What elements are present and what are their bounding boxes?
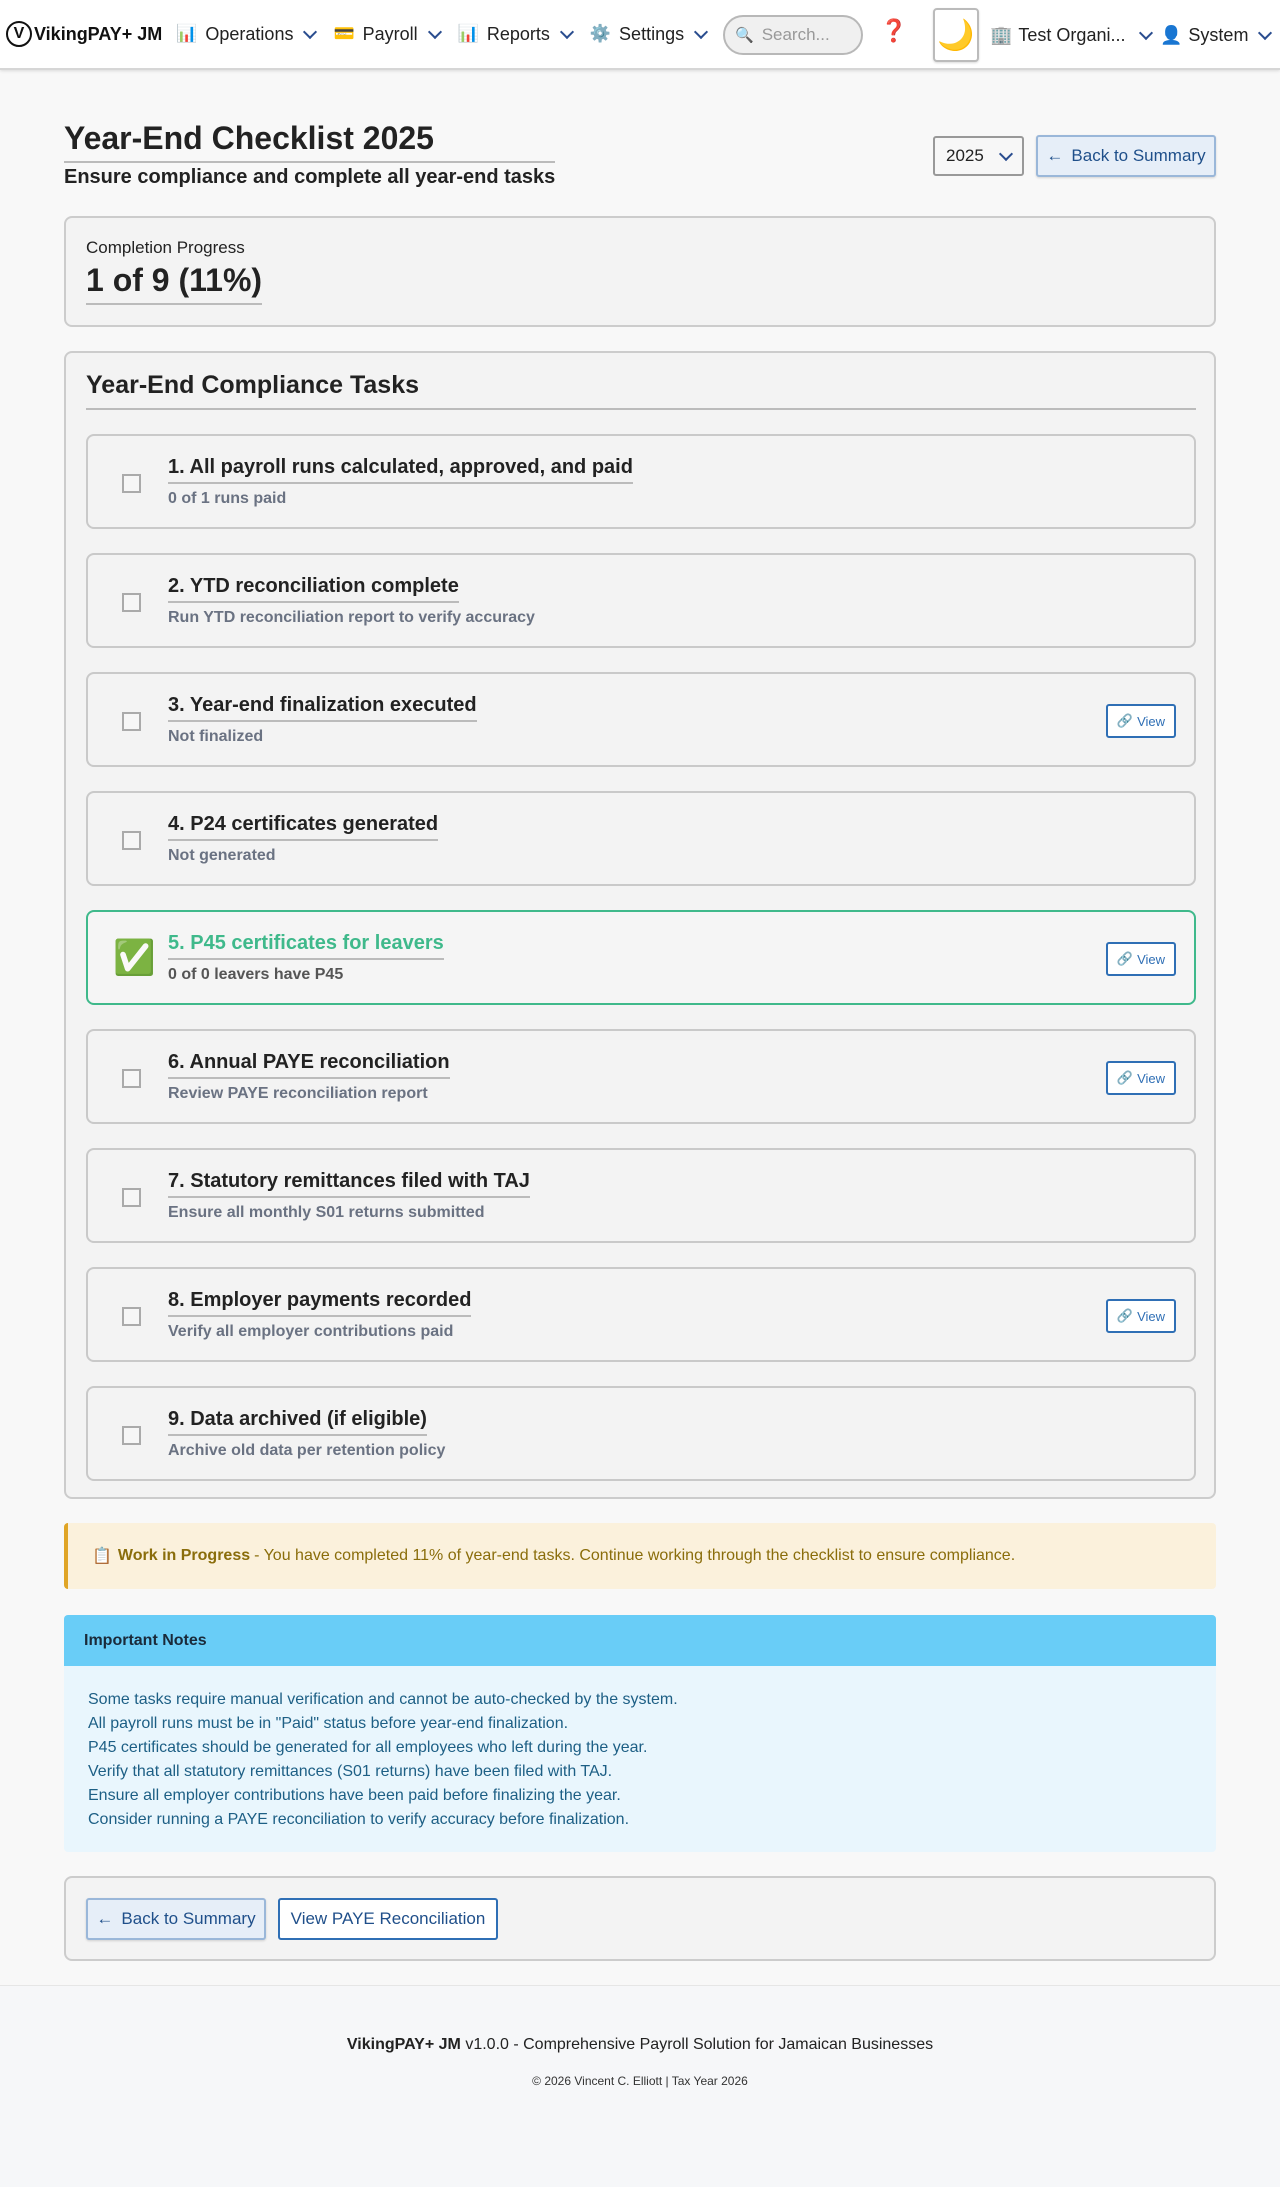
- page-title: Year-End Checklist 2025: [64, 120, 555, 163]
- actions-card: [64, 1876, 1216, 1961]
- credit-card-icon: 💳: [333, 24, 355, 43]
- user-menu[interactable]: [1160, 0, 1270, 70]
- task-checkbox[interactable]: [122, 712, 141, 731]
- task-title: 3. Year-end finalization executed: [168, 694, 477, 722]
- arrow-left-icon: ←: [96, 1909, 114, 1928]
- search-icon: 🔍: [735, 27, 754, 44]
- task-checkbox[interactable]: [122, 474, 141, 493]
- progress-label: Completion Progress: [86, 238, 245, 257]
- footer-line1: [0, 2036, 1280, 2054]
- back-to-summary-button[interactable]: [1036, 135, 1216, 177]
- dark-mode-toggle[interactable]: [933, 8, 979, 62]
- chevron-down-icon: [428, 24, 442, 38]
- search-box[interactable]: [723, 15, 863, 55]
- link-icon: 🔗: [1116, 951, 1134, 966]
- chart-icon: 📊: [176, 24, 198, 43]
- year-select-value: 2025: [946, 146, 984, 165]
- tasks-card: [64, 351, 1216, 1499]
- back-to-summary-label: Back to Summary: [1071, 146, 1206, 165]
- task-description: Run YTD reconciliation report to verify accuracy: [168, 609, 535, 626]
- clipboard-icon: 📋: [92, 1548, 112, 1565]
- task-title: 2. YTD reconciliation complete: [168, 575, 459, 603]
- task-description: 0 of 1 runs paid: [168, 490, 287, 507]
- footer-copyright: © 2026 Vincent C. Elliott | Tax Year 2026: [532, 2074, 748, 2088]
- footer-version: v1.0.0 - Comprehensive Payroll Solution for Jamaican Businesses: [460, 2036, 934, 2053]
- note-item: All payroll runs must be in "Paid" status before year-end finalization.: [88, 1715, 569, 1732]
- task-view-button[interactable]: [1106, 704, 1176, 738]
- task-title: 8. Employer payments recorded: [168, 1289, 471, 1317]
- moon-icon: 🌙: [937, 18, 975, 52]
- task-description: Verify all employer contributions paid: [168, 1323, 454, 1340]
- nav-settings[interactable]: [590, 24, 706, 45]
- nav-settings-label: Settings: [619, 23, 685, 44]
- footer-back-label: Back to Summary: [121, 1909, 256, 1928]
- nav-payroll-label: Payroll: [362, 23, 418, 44]
- chevron-down-icon: [1258, 25, 1272, 39]
- year-select[interactable]: [933, 136, 1024, 176]
- task-view-button[interactable]: [1106, 942, 1176, 976]
- note-item: P45 certificates should be generated for all employees who left during the year.: [88, 1739, 648, 1756]
- task-description: Archive old data per retention policy: [168, 1442, 446, 1459]
- nav-operations-label: Operations: [205, 23, 294, 44]
- task-checkbox[interactable]: [122, 831, 141, 850]
- task-title: 1. All payroll runs calculated, approved, and paid: [168, 456, 633, 484]
- link-icon: 🔗: [1116, 1070, 1134, 1085]
- task-title: 9. Data archived (if eligible): [168, 1408, 427, 1436]
- org-label: Test Organi...: [1018, 24, 1126, 45]
- chevron-down-icon: [694, 24, 708, 38]
- task-item: [86, 791, 1196, 886]
- brand-name: VikingPAY+ JM: [34, 23, 163, 44]
- progress-alert: [64, 1523, 1216, 1589]
- task-item: [86, 910, 1196, 1005]
- alert-text: - You have completed 11% of year-end tasks. Continue working through the checklist to ensure compliance.: [254, 1547, 1016, 1564]
- top-navbar: [0, 0, 1280, 70]
- note-item: Verify that all statutory remittances (S01 returns) have been filed with TAJ.: [88, 1763, 613, 1780]
- nav-payroll[interactable]: [333, 24, 439, 45]
- link-icon: 🔗: [1116, 713, 1134, 728]
- task-view-label: View: [1137, 713, 1166, 729]
- task-description: Not finalized: [168, 728, 264, 745]
- task-description: 0 of 0 leavers have P45: [168, 966, 344, 983]
- task-item: [86, 1267, 1196, 1362]
- brand-logo-icon: V: [6, 21, 32, 47]
- task-item: [86, 672, 1196, 767]
- task-view-label: View: [1137, 951, 1166, 967]
- task-view-label: View: [1137, 1070, 1166, 1086]
- nav-reports[interactable]: [458, 24, 572, 45]
- task-item: [86, 553, 1196, 648]
- search-input[interactable]: [762, 25, 850, 45]
- task-item: [86, 1148, 1196, 1243]
- task-checkbox[interactable]: [122, 1188, 141, 1207]
- task-item: [86, 1386, 1196, 1481]
- task-view-button[interactable]: [1106, 1299, 1176, 1333]
- check-mark-icon[interactable]: ✅: [113, 939, 156, 977]
- user-label: System: [1188, 24, 1249, 45]
- progress-value: 1 of 9 (11%): [86, 262, 262, 305]
- task-view-button[interactable]: [1106, 1061, 1176, 1095]
- footer-brand: VikingPAY+ JM: [346, 2036, 461, 2053]
- task-description: Not generated: [168, 847, 276, 864]
- task-checkbox[interactable]: [122, 1426, 141, 1445]
- nav-operations[interactable]: [176, 24, 315, 45]
- notes-header: Important Notes: [64, 1615, 1216, 1666]
- nav-reports-label: Reports: [486, 23, 550, 44]
- alert-title: Work in Progress: [117, 1547, 251, 1564]
- progress-card: [64, 216, 1216, 327]
- chevron-down-icon: [560, 24, 574, 38]
- notes-body: [64, 1666, 1216, 1852]
- task-checkbox[interactable]: [122, 593, 141, 612]
- link-icon: 🔗: [1116, 1308, 1134, 1323]
- task-title: 6. Annual PAYE reconciliation: [168, 1051, 450, 1079]
- gear-icon: ⚙️: [589, 24, 612, 43]
- building-icon: 🏢: [990, 24, 1013, 45]
- tasks-title: Year-End Compliance Tasks: [86, 371, 1196, 410]
- task-item: [86, 1029, 1196, 1124]
- help-icon[interactable]: ❓: [880, 18, 908, 43]
- view-paye-reconciliation-button[interactable]: View PAYE Reconciliation: [278, 1898, 498, 1940]
- task-checkbox[interactable]: [122, 1307, 141, 1326]
- chart-icon: 📊: [457, 24, 479, 43]
- note-item: Some tasks require manual verification and cannot be auto-checked by the system.: [88, 1691, 678, 1708]
- note-item: Consider running a PAYE reconciliation to verify accuracy before finalization.: [88, 1811, 630, 1828]
- chevron-down-icon: [1139, 25, 1153, 39]
- arrow-left-icon: ←: [1046, 146, 1064, 165]
- page-subtitle: Ensure compliance and complete all year-end tasks: [64, 166, 556, 188]
- task-view-label: View: [1137, 1308, 1166, 1324]
- task-description: Ensure all monthly S01 returns submitted: [168, 1204, 485, 1221]
- task-title: 5. P45 certificates for leavers: [168, 932, 444, 960]
- chevron-down-icon: [999, 146, 1013, 160]
- task-title: 7. Statutory remittances filed with TAJ: [168, 1170, 530, 1198]
- task-description: Review PAYE reconciliation report: [168, 1085, 428, 1102]
- brand[interactable]: [6, 21, 162, 47]
- task-checkbox[interactable]: [122, 1069, 141, 1088]
- chevron-down-icon: [303, 24, 317, 38]
- org-switcher[interactable]: [990, 0, 1151, 70]
- task-item: [86, 434, 1196, 529]
- page-footer: [0, 1985, 1280, 2187]
- footer-back-to-summary-button[interactable]: [86, 1898, 266, 1940]
- task-title: 4. P24 certificates generated: [168, 813, 438, 841]
- note-item: Ensure all employer contributions have been paid before finalizing the year.: [88, 1787, 621, 1804]
- user-icon: 👤: [1160, 24, 1183, 45]
